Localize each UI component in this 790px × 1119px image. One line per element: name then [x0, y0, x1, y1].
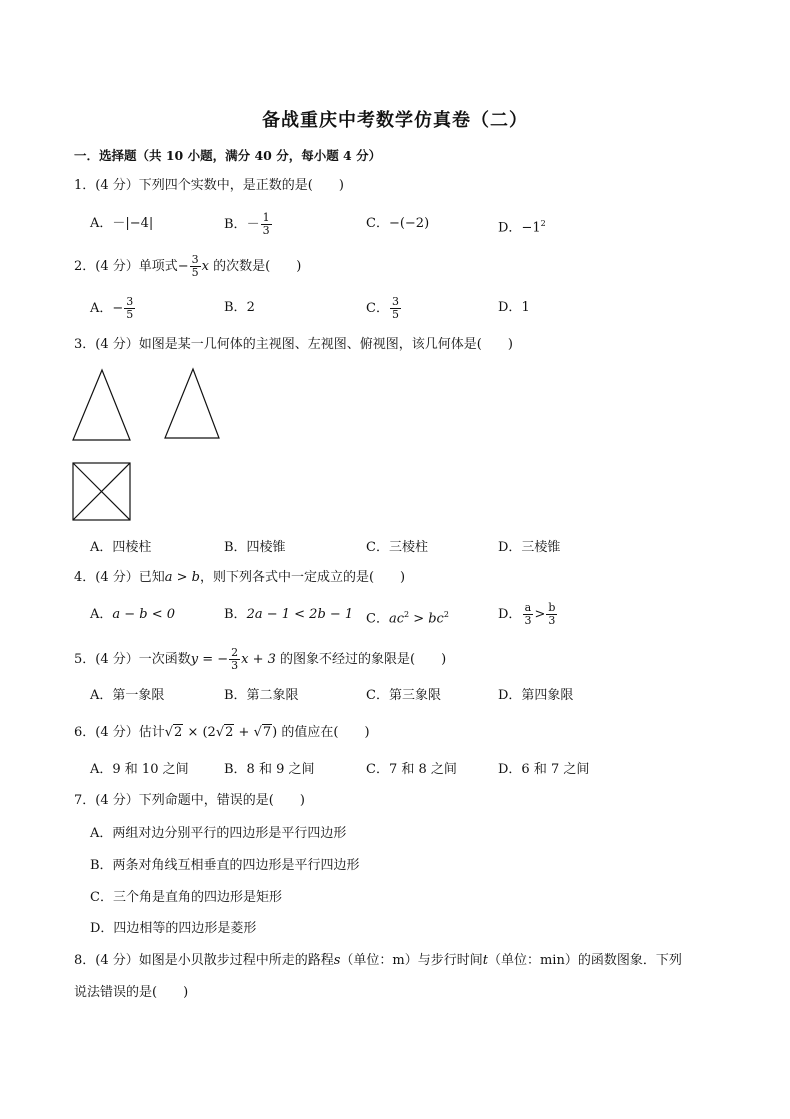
q8-stem-line1: 8．(4 分）如图是小贝散步过程中所走的路程s（单位：m）与步行时间t（单位：min）的函数图象．下列 — [74, 953, 682, 968]
side-view-triangle — [160, 366, 224, 442]
q6-stem: 6．(4 分）估计√2 × (2√2 + √7) 的值应在( ) — [74, 725, 370, 740]
section-heading: 一．选择题（共 10 小题，满分 40 分，每小题 4 分） — [74, 148, 382, 163]
q3-option-d[interactable]: D．三棱锥 — [498, 540, 561, 555]
fraction: $\frac{b}{3}$ — [548, 601, 556, 627]
q7-option-d[interactable]: D．四边相等的四边形是菱形 — [90, 921, 257, 936]
q3-option-b[interactable]: B．四棱锥 — [224, 540, 286, 555]
fraction: $\frac{3}{5}$ — [126, 295, 134, 321]
q4-option-a[interactable]: A．a − b < 0 — [90, 607, 176, 622]
front-view-triangle — [70, 368, 134, 444]
q7-option-b[interactable]: B．两条对角线互相垂直的四边形是平行四边形 — [90, 858, 360, 873]
q2-stem: 2．(4 分）单项式− $\frac{3}{5}$ x 的次数是( ) — [74, 253, 302, 279]
q1-option-b[interactable]: B．－ $\frac{1}{3}$ — [224, 211, 270, 237]
q3-option-c[interactable]: C．三棱柱 — [366, 540, 428, 555]
fraction: $\frac{a}{3}$ — [524, 601, 532, 627]
q1-stem: 1．(4 分）下列四个实数中，是正数的是( ) — [74, 178, 344, 193]
fraction: $\frac{3}{5}$ — [391, 295, 399, 321]
q8-stem-line2: 说法错误的是( ) — [74, 985, 189, 1000]
q4-stem: 4．(4 分）已知a > b，则下列各式中一定成立的是( ) — [74, 570, 406, 585]
paper-title: 备战重庆中考数学仿真卷（二） — [262, 110, 528, 131]
sqrt-icon: √ — [164, 725, 174, 740]
fraction: $\frac{3}{5}$ — [191, 253, 199, 279]
q3-stem: 3．(4 分）如图是某一几何体的主视图、左视图、俯视图，该几何体是( ) — [74, 337, 513, 352]
q3-option-a[interactable]: A．四棱柱 — [90, 540, 152, 555]
q2-option-c[interactable]: C． $\frac{3}{5}$ — [366, 295, 399, 321]
q4-option-d[interactable]: D． $\frac{a}{3}$ > $\frac{b}{3}$ — [498, 601, 556, 627]
q6-option-a[interactable]: A．9 和 10 之间 — [90, 762, 189, 777]
q4-option-b[interactable]: B．2a − 1 < 2b − 1 — [224, 607, 354, 622]
q7-option-c[interactable]: C．三个角是直角的四边形是矩形 — [90, 890, 282, 905]
q2-option-d[interactable]: D．1 — [498, 300, 530, 315]
q2-option-b[interactable]: B．2 — [224, 300, 255, 315]
q5-stem: 5．(4 分）一次函数y = − $\frac{2}{3}$ x + 3 的图象不经过的象限是( ) — [74, 646, 447, 672]
sqrt-icon: √ — [215, 725, 225, 740]
q1-option-a[interactable]: A．－|−4| — [90, 216, 154, 231]
q5-option-b[interactable]: B．第二象限 — [224, 688, 299, 703]
q2-option-a[interactable]: A．− $\frac{3}{5}$ — [90, 295, 134, 321]
q5-option-c[interactable]: C．第三象限 — [366, 688, 441, 703]
q5-option-a[interactable]: A．第一象限 — [90, 688, 165, 703]
fraction: $\frac{2}{3}$ — [231, 646, 239, 672]
top-view-square — [70, 460, 134, 524]
fraction: $\frac{1}{3}$ — [262, 211, 270, 237]
q6-option-c[interactable]: C．7 和 8 之间 — [366, 762, 457, 777]
q6-option-b[interactable]: B．8 和 9 之间 — [224, 762, 315, 777]
q4-option-c[interactable]: C．$ac^2 > bc^2$ — [366, 610, 449, 627]
q1-option-d[interactable]: D．$-1^2$ — [498, 219, 546, 236]
q7-option-a[interactable]: A．两组对边分别平行的四边形是平行四边形 — [90, 826, 347, 841]
q7-stem: 7．(4 分）下列命题中，错误的是( ) — [74, 793, 305, 808]
sqrt-icon: √ — [253, 725, 262, 740]
q1-option-c[interactable]: C．−(−2) — [366, 216, 430, 231]
q5-option-d[interactable]: D．第四象限 — [498, 688, 574, 703]
q6-option-d[interactable]: D．6 和 7 之间 — [498, 762, 590, 777]
